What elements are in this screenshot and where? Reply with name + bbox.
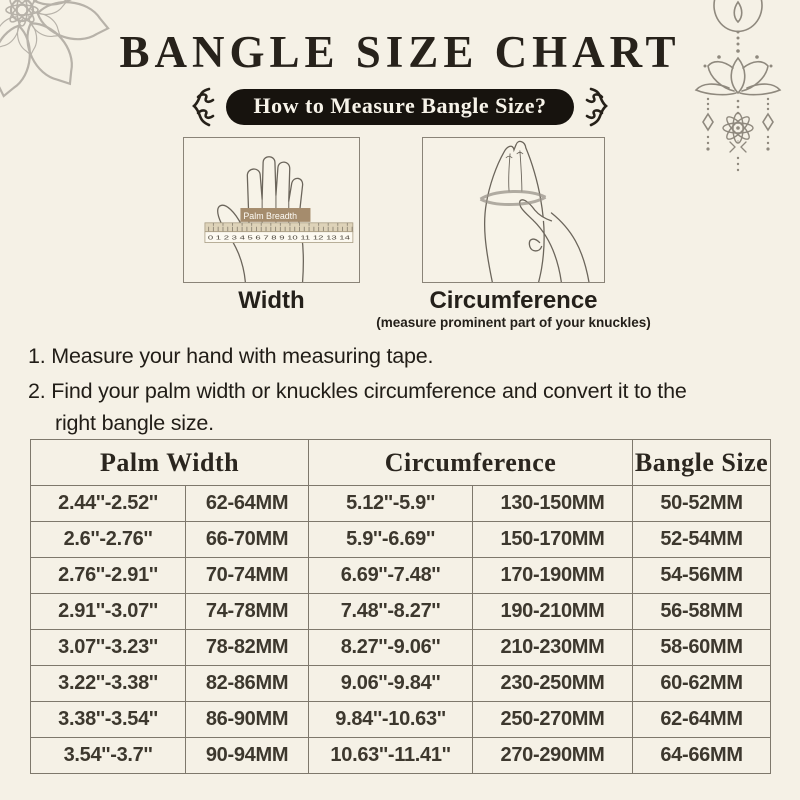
header-bangle-size: Bangle Size [633, 440, 771, 486]
table-cell: 58-60MM [633, 630, 771, 666]
table-cell: 74-78MM [186, 594, 309, 630]
table-cell: 50-52MM [633, 486, 771, 522]
table-cell: 86-90MM [186, 702, 309, 738]
table-row [31, 594, 771, 630]
table-cell: 78-82MM [186, 630, 309, 666]
table-cell: 8.27''-9.06'' [309, 630, 473, 666]
table-cell: 210-230MM [473, 630, 633, 666]
table-cell: 56-58MM [633, 594, 771, 630]
table-cell: 2.6''-2.76'' [31, 522, 186, 558]
table-cell: 3.38''-3.54'' [31, 702, 186, 738]
page-title: BANGLE SIZE CHART [119, 27, 681, 77]
table-row [31, 558, 771, 594]
table-cell: 230-250MM [473, 666, 633, 702]
ruler [205, 223, 353, 243]
hand-circumference-sketch [485, 141, 589, 282]
width-measure-illustration [183, 137, 360, 283]
size-table-body [31, 486, 771, 774]
table-row [31, 702, 771, 738]
table-cell: 60-62MM [633, 666, 771, 702]
palm-breadth-label [240, 208, 310, 222]
table-cell: 3.54''-3.7'' [31, 738, 186, 774]
table-row [31, 666, 771, 702]
table-cell: 66-70MM [186, 522, 309, 558]
table-cell: 62-64MM [633, 702, 771, 738]
palm-breadth-label-text: Palm Breadth [243, 210, 298, 221]
table-cell: 130-150MM [473, 486, 633, 522]
ruler-numbers: 0 1 2 3 4 5 6 7 8 9 10 11 12 13 14 [207, 235, 350, 242]
table-row [31, 522, 771, 558]
header-palm-width: Palm Width [31, 440, 309, 486]
width-caption: Width [238, 287, 305, 314]
table-cell: 270-290MM [473, 738, 633, 774]
banner-row [0, 86, 800, 128]
instruction-step-2: 2. Find your palm width or knuckles circumference and convert it to the right bangle size. [28, 379, 687, 435]
circumference-measure-illustration [422, 137, 605, 283]
table-cell: 5.9''-6.69'' [309, 522, 473, 558]
table-cell: 150-170MM [473, 522, 633, 558]
table-cell: 10.63''-11.41'' [309, 738, 473, 774]
table-cell: 64-66MM [633, 738, 771, 774]
table-row [31, 486, 771, 522]
table-cell: 54-56MM [633, 558, 771, 594]
banner-pill: How to Measure Bangle Size? [226, 89, 575, 125]
table-cell: 62-64MM [186, 486, 309, 522]
circumference-caption: Circumference [429, 287, 598, 314]
table-cell: 3.07''-3.23'' [31, 630, 186, 666]
circumference-subcaption: (measure prominent part of your knuckles) [376, 315, 651, 330]
instruction-step-1: 1. Measure your hand with measuring tape. [28, 344, 434, 368]
table-cell: 3.22''-3.38'' [31, 666, 186, 702]
table-cell: 5.12''-5.9'' [309, 486, 473, 522]
squiggle-left-ornament [185, 86, 215, 128]
squiggle-right-ornament [585, 86, 615, 128]
instructions-list [28, 340, 728, 442]
table-cell: 250-270MM [473, 702, 633, 738]
table-cell: 9.06''-9.84'' [309, 666, 473, 702]
table-cell: 52-54MM [633, 522, 771, 558]
table-cell: 2.91''-3.07'' [31, 594, 186, 630]
header-circumference: Circumference [309, 440, 633, 486]
table-cell: 170-190MM [473, 558, 633, 594]
table-cell: 7.48''-8.27'' [309, 594, 473, 630]
table-header-row [31, 440, 771, 486]
table-row [31, 630, 771, 666]
table-cell: 2.76''-2.91'' [31, 558, 186, 594]
table-row [31, 738, 771, 774]
size-table [30, 439, 770, 774]
table-cell: 190-210MM [473, 594, 633, 630]
table-cell: 70-74MM [186, 558, 309, 594]
table-cell: 2.44''-2.52'' [31, 486, 186, 522]
table-cell: 90-94MM [186, 738, 309, 774]
table-cell: 82-86MM [186, 666, 309, 702]
table-cell: 6.69''-7.48'' [309, 558, 473, 594]
table-cell: 9.84''-10.63'' [309, 702, 473, 738]
